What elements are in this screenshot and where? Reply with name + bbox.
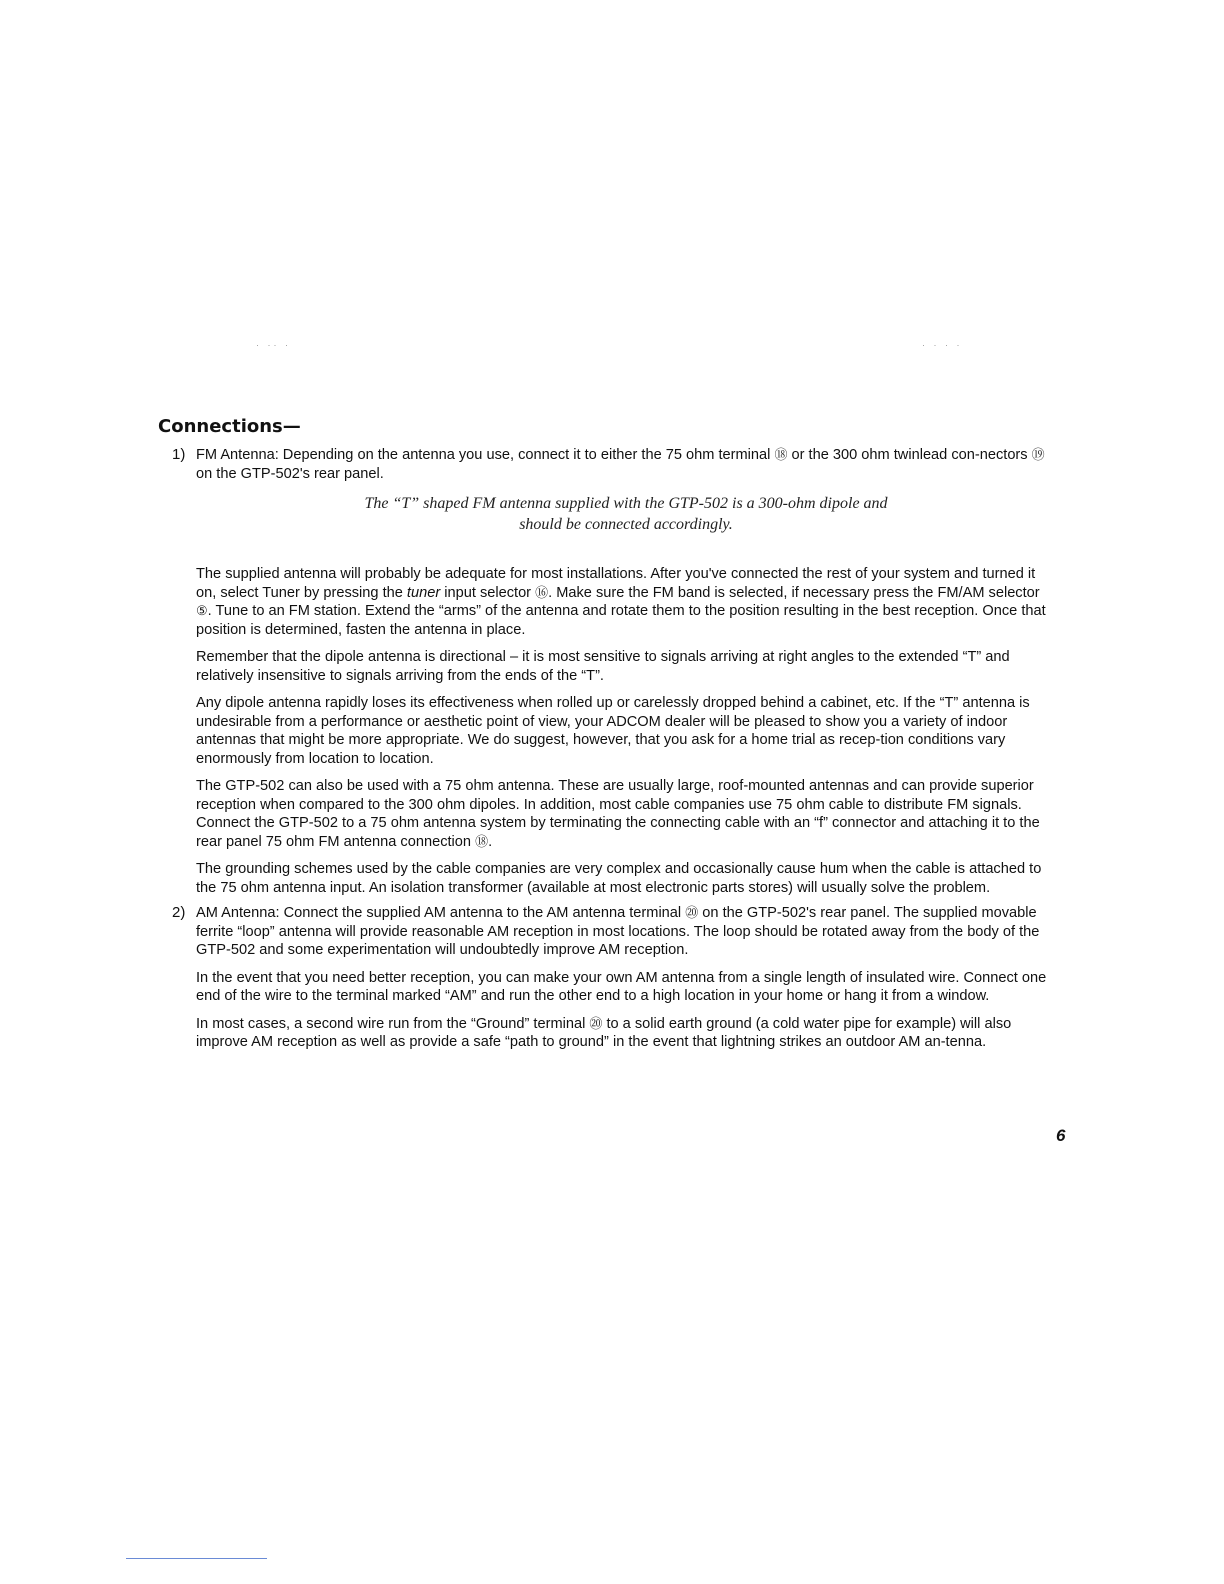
- antenna-note: [196, 493, 1056, 535]
- footer-rule: [126, 1558, 267, 1559]
- fm-paragraph-grounding: The grounding schemes used by the cable companies are very complex and occasionally cause hum when the cable is attached to the 75 ohm antenna input. An isolation transformer (available at most electronic parts stores) will usually solve the problem.: [196, 861, 1042, 896]
- terminal-19-marker: ⑲: [1031, 447, 1045, 462]
- item-body: [196, 904, 1056, 1052]
- list-item-am-antenna: [172, 904, 1056, 1052]
- section-heading: Connections—: [158, 416, 301, 437]
- fm-paragraph-directional: Remember that the dipole antenna is directional – it is most sensitive to signals arriving at right angles to the extended “T” and relatively insensitive to signals arriving from the ends of the “T”.: [196, 649, 1010, 684]
- item-number: 1): [172, 446, 186, 463]
- am-intro: AM Antenna: Connect the supplied AM antenna to the AM antenna terminal ⑳ on the GTP-502's rear panel. The supplied movable ferrite “loop” antenna will provide reasonable AM reception in most locations. The loop should be rotated away from the body of the GTP-502 and some experimentation will undoubtedly improve AM reception.: [196, 905, 1040, 958]
- scan-artifact-left: · ·· ·: [256, 340, 291, 350]
- page-number: 6: [1056, 1126, 1066, 1145]
- item-body: [196, 446, 1056, 897]
- scan-artifact-right: · · · ·: [922, 340, 963, 350]
- list-item-fm-antenna: [172, 446, 1056, 897]
- am-paragraph-wire: In the event that you need better reception, you can make your own AM antenna from a single length of insulated wire. Connect one end of the wire to the terminal marked “AM” and run the other end to a high location in your home or hang it from a window.: [196, 969, 1047, 1004]
- terminal-18-marker: ⑱: [475, 833, 489, 849]
- item-number: 2): [172, 904, 186, 921]
- terminal-20-marker: ⑳: [685, 905, 699, 920]
- am-paragraph-ground: In most cases, a second wire run from the “Ground” terminal ⑳ to a solid earth ground (a cold water pipe for example) will also improve AM reception as well as provide a safe “path to ground” in the event that lightning strikes an outdoor AM an-tenna.: [196, 1015, 1012, 1050]
- fm-paragraph-75-ohm: The GTP-502 can also be used with a 75 ohm antenna. These are usually large, roof-mounted antennas and can provide superior reception when compared to the 300 ohm dipoles. In addition, most cable companies use 75 ohm cable to distribute FM signals. Connect the GTP-502 to a 75 ohm antenna system by terminating the connecting cable with an “f” connector and attaching it to the rear panel 75 ohm FM antenna connection ⑱.: [196, 778, 1040, 850]
- fm-paragraph-adequate: The supplied antenna will probably be adequate for most installations. After you've connected the rest of your system and turned it on, select Tuner by pressing the tuner input selector ⑯. Make sure the FM band is selected, if necessary press the FM/AM selector ⑤. Tune to an FM station. Extend the “arms” of the antenna and rotate them to the position resulting in the best reception. Once that position is determined, fasten the antenna in place.: [196, 566, 1046, 638]
- selector-5-marker: ⑤: [196, 603, 208, 618]
- fm-intro: FM Antenna: Depending on the antenna you use, connect it to either the 75 ohm terminal ⑱ or the 300 ohm twinlead con-nectors ⑲ on the GTP-502's rear panel.: [196, 447, 1045, 482]
- tuner-word: tuner: [406, 584, 441, 601]
- fm-paragraph-indoor: Any dipole antenna rapidly loses its effectiveness when rolled up or carelessly dropped behind a cabinet, etc. If the “T” antenna is undesirable from a performance or aesthetic point of view, your ADCOM dealer will be pleased to show you a variety of indoor antennas that might be more appropriate. We do suggest, however, that you ask for a home trial as recep-tion conditions vary enormously from location to location.: [196, 695, 1030, 767]
- selector-16-marker: ⑯: [535, 584, 549, 600]
- note-line-1: The “T” shaped FM antenna supplied with the GTP-502 is a 300-ohm dipole and: [364, 495, 888, 512]
- terminal-18-marker: ⑱: [774, 447, 788, 462]
- terminal-20-marker: ⑳: [589, 1015, 603, 1031]
- note-line-2: should be connected accordingly.: [519, 516, 733, 533]
